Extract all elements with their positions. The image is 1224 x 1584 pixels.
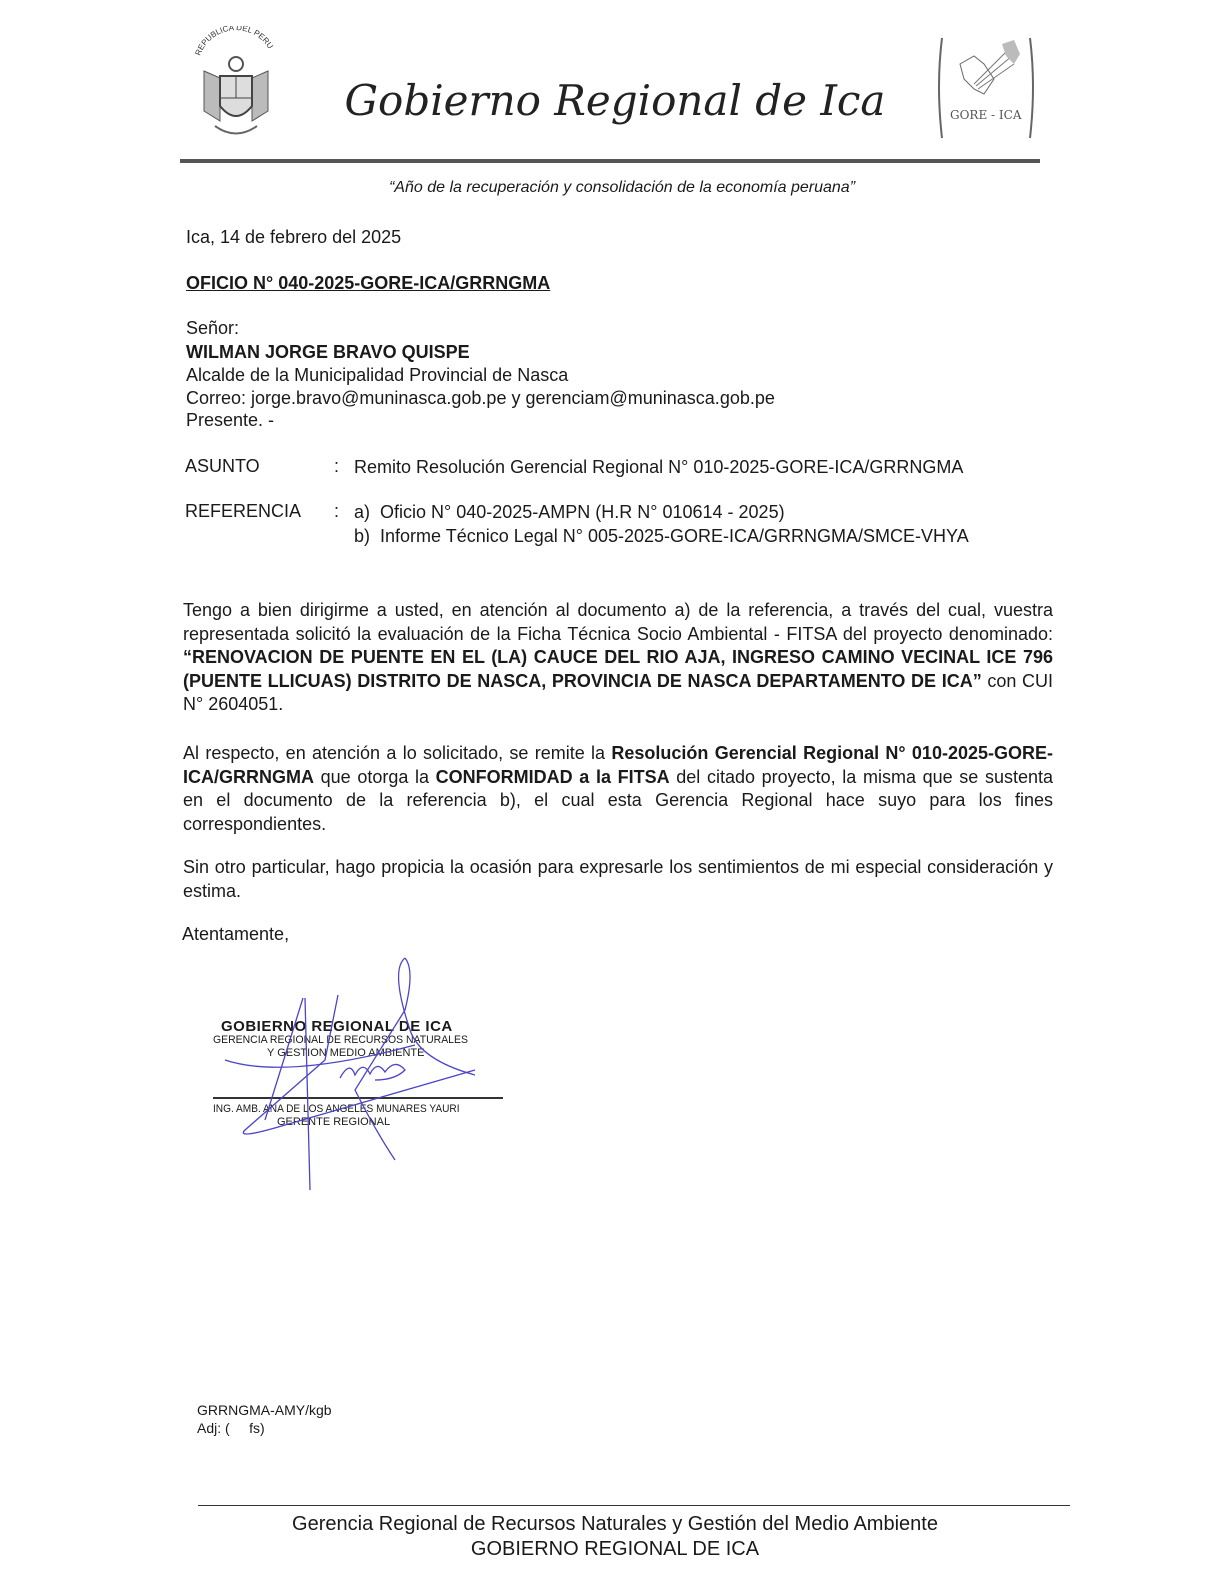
- body-paragraph-2: [183, 742, 1053, 836]
- asunto-colon: :: [334, 456, 340, 476]
- recipient-email: Correo: jorge.bravo@muninasca.gob.pe y gerenciam@muninasca.gob.pe: [186, 388, 775, 408]
- resolution-ref: Resolución Gerencial Regional N° 010-2025-GORE-ICA/GRRNGMA: [183, 743, 1053, 787]
- p2-text-a: Al respecto, en atención a lo solicitado, se remite la: [183, 743, 612, 763]
- header-title: Gobierno Regional de Ica: [344, 76, 886, 125]
- recipient-position: Alcalde de la Municipalidad Provincial de Nasca: [186, 365, 569, 385]
- p1-cui: con CUI N° 2604051.: [183, 670, 1053, 714]
- stamp-line2: GERENCIA REGIONAL DE RECURSOS NATURALES: [213, 1034, 468, 1046]
- signer-role: GERENTE REGIONAL: [277, 1116, 391, 1128]
- recipient-name: WILMAN JORGE BRAVO QUISPE: [186, 342, 470, 362]
- gore-ica-logo-text: GORE - ICA: [950, 108, 1022, 122]
- body-paragraph-1: [183, 599, 1053, 717]
- letter-date: Ica, 14 de febrero del 2025: [186, 227, 402, 247]
- asunto-label: ASUNTO: [185, 456, 260, 476]
- gore-ica-logo: [934, 34, 1036, 140]
- footer-office: Gerencia Regional de Recursos Naturales y Gestión del Medio Ambiente: [292, 1513, 938, 1535]
- referencia-colon: :: [334, 501, 340, 521]
- project-name: “RENOVACION DE PUENTE EN EL (LA) CAUCE DEL RIO AJA, INGRESO CAMINO VECINAL ICE 796 (PUENTE LLICUAS) DISTRITO DE NASCA, PROVINCIA DE NASCA DEPARTAMENTO DE ICA”: [183, 647, 1053, 691]
- header-divider: [180, 159, 1040, 163]
- asunto-value: Remito Resolución Gerencial Regional N° 010-2025-GORE-ICA/GRRNGMA: [354, 457, 964, 477]
- oficio-number: OFICIO N° 040-2025-GORE-ICA/GRRNGMA: [186, 273, 551, 293]
- signature-stamp: [205, 950, 505, 1195]
- closing: Atentamente,: [182, 924, 290, 944]
- referencia-b: b) Informe Técnico Legal N° 005-2025-GORE-ICA/GRRNGMA/SMCE-VHYA: [354, 526, 969, 546]
- salutation: Señor:: [186, 318, 240, 338]
- p2-text-e: del citado proyecto, la misma que se sustenta en el documento de la referencia b), el cual esta Gerencia Regional hace suyo para los fines correspondientes.: [183, 766, 1053, 834]
- p1-text: Tengo a bien dirigirme a usted, en atención al documento a) de la referencia, a través del cual, vuestra representada solicitó la evaluación de la Ficha Técnica Socio Ambiental - FITSA del proyecto denominado:: [183, 600, 1053, 644]
- referencia-a: a) Oficio N° 040-2025-AMPN (H.R N° 010614 - 2025): [354, 502, 785, 522]
- conformidad: CONFORMIDAD a la FITSA: [435, 766, 670, 787]
- stamp-line1: GOBIERNO REGIONAL DE ICA: [221, 1018, 453, 1035]
- footer-divider: [198, 1505, 1070, 1506]
- footer-adj: Adj: ( fs): [197, 1420, 265, 1436]
- handwritten-signature: [205, 950, 505, 1195]
- p2-text-c: que otorga la: [314, 766, 436, 787]
- body-paragraph-3: Sin otro particular, hago propicia la ocasión para expresarle los sentimientos de mi especial consideración y estima.: [183, 857, 1053, 901]
- stamp-line3: Y GESTION MEDIO AMBIENTE: [267, 1047, 425, 1059]
- year-motto: “Año de la recuperación y consolidación de la economía peruana”: [388, 179, 856, 196]
- footer-ref: GRRNGMA-AMY/kgb: [197, 1402, 332, 1418]
- svg-text:REPUBLICA DEL PERU: REPUBLICA DEL PERU: [193, 26, 275, 57]
- referencia-label: REFERENCIA: [185, 501, 302, 521]
- footer-org: GOBIERNO REGIONAL DE ICA: [470, 1538, 760, 1560]
- signer-name: ING. AMB. ANA DE LOS ANGELES MUNARES YAURI: [213, 1103, 460, 1115]
- presente: Presente. -: [186, 410, 275, 430]
